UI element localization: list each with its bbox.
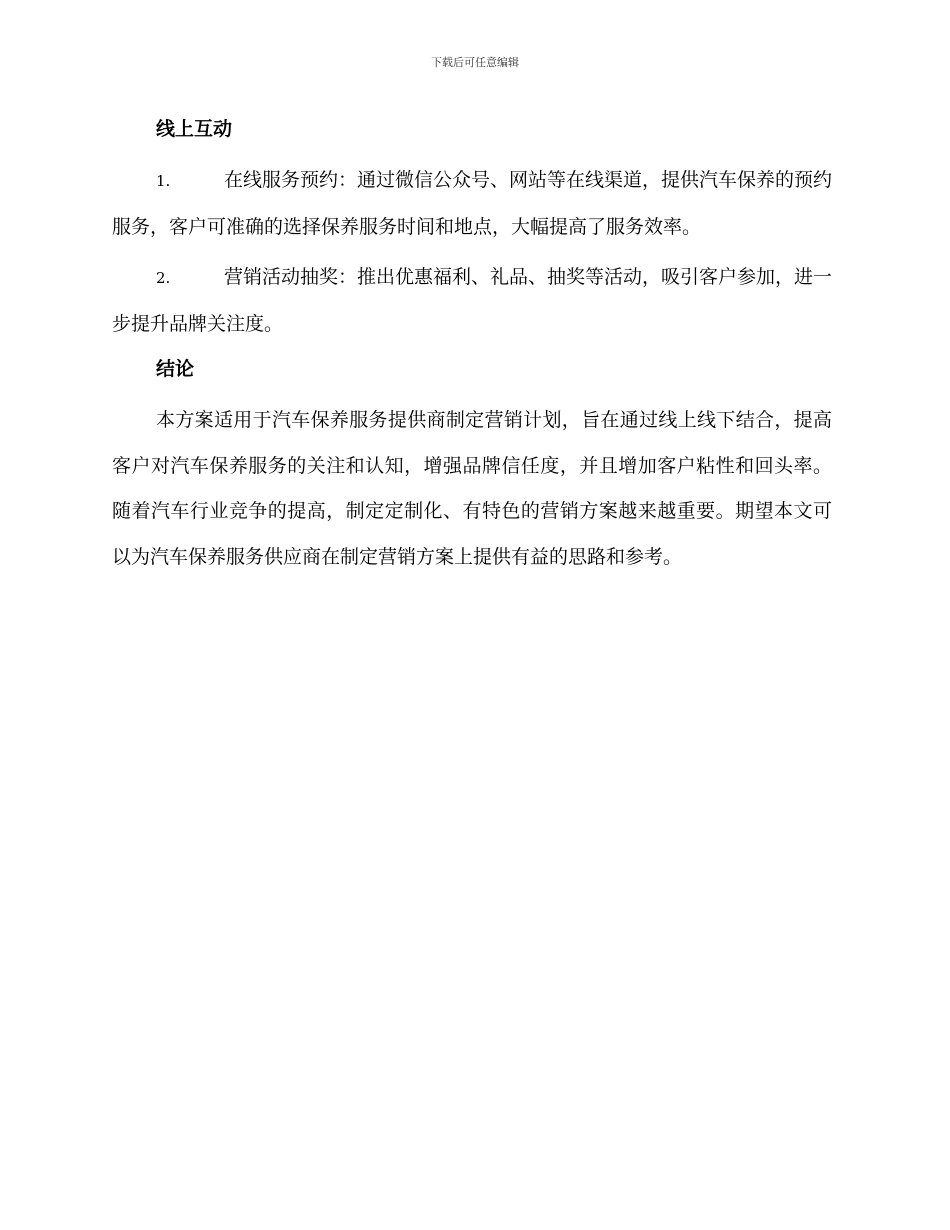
conclusion-paragraph: 本方案适用于汽车保养服务提供商制定营销计划，旨在通过线上线下结合，提高客户对汽车保养服务的关注和认知，增强品牌信任度，并且增加客户粘性和回头率。随着汽车行业竞争的提高，制定定制化、有特色的营销方案越来越重要。期望本文可以为汽车保养服务供应商在制定营销方案上提供有益的思路和参考。 bbox=[112, 409, 832, 568]
document-body bbox=[112, 112, 832, 585]
list-item-number: 2. bbox=[156, 269, 171, 287]
page-header-note: 下载后可任意编辑 bbox=[431, 56, 519, 69]
list-item-text: 营销活动抽奖：推出优惠福利、礼品、抽奖等活动，吸引客户参加，进一步提升品牌关注度。 bbox=[112, 266, 833, 335]
section-heading-conclusion: 结论 bbox=[156, 358, 195, 380]
list-item bbox=[112, 158, 832, 250]
section-heading-online: 线上互动 bbox=[156, 118, 233, 140]
list-item-number: 1. bbox=[156, 172, 171, 190]
list-item bbox=[112, 255, 832, 347]
list-item-text: 在线服务预约：通过微信公众号、网站等在线渠道，提供汽车保养的预约服务，客户可准确的选择保养服务时间和地点，大幅提高了服务效率。 bbox=[112, 169, 833, 238]
